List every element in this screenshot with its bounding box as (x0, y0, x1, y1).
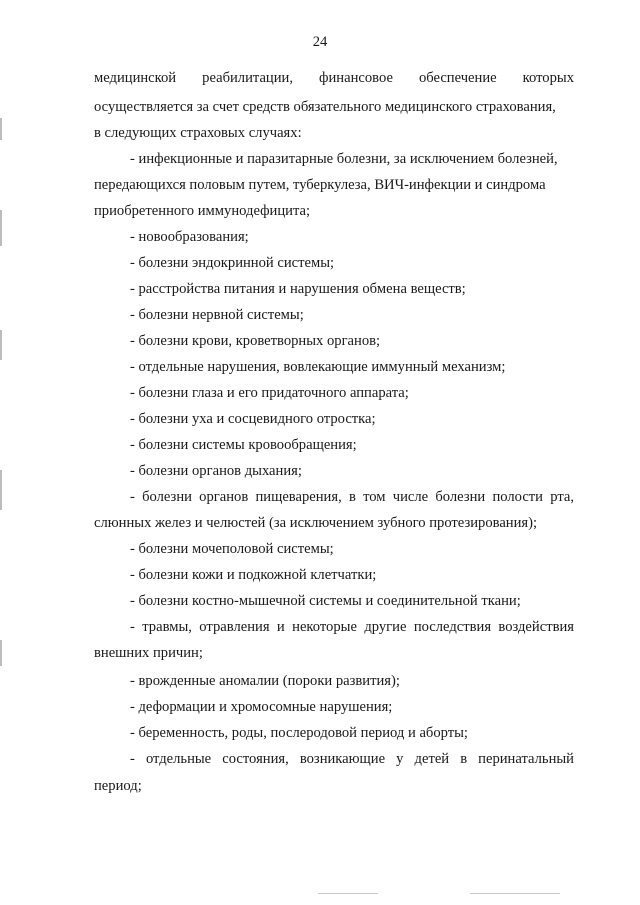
scan-edge-mark (0, 330, 2, 360)
scan-edge-mark (0, 118, 2, 140)
paragraph-line: в следующих страховых случаях: (94, 125, 302, 141)
list-item: - болезни мочеполовой системы; (130, 541, 334, 557)
list-item-line: - болезни органов пищеварения, в том числе болезни полости рта, (130, 489, 574, 505)
footer-rule (318, 893, 378, 894)
list-item-line: - инфекционные и паразитарные болезни, за исключением болезней, (130, 151, 558, 167)
list-item: - болезни кожи и подкожной клетчатки; (130, 567, 377, 583)
list-item: - болезни глаза и его придаточного аппарата; (130, 385, 409, 401)
list-item: - болезни органов дыхания; (130, 463, 302, 479)
list-item: - деформации и хромосомные нарушения; (130, 699, 393, 715)
list-item: - болезни системы кровообращения; (130, 437, 357, 453)
scan-edge-mark (0, 640, 2, 666)
list-item: - врожденные аномалии (пороки развития); (130, 673, 400, 689)
list-item: - болезни уха и сосцевидного отростка; (130, 411, 376, 427)
list-item: - болезни крови, кроветворных органов; (130, 333, 381, 349)
scan-edge-mark (0, 470, 2, 510)
list-item-line: период; (94, 778, 142, 794)
scan-edge-mark (0, 210, 2, 246)
list-item-line: передающихся половым путем, туберкулеза, ВИЧ-инфекции и синдрома (94, 177, 546, 193)
list-item: - беременность, роды, послеродовой период и аборты; (130, 725, 468, 741)
list-item: - расстройства питания и нарушения обмена веществ; (130, 281, 466, 297)
footer-rule (470, 893, 560, 894)
list-item-line: - травмы, отравления и некоторые другие последствия воздействия (130, 619, 574, 635)
paragraph-line: медицинской реабилитации, финансовое обеспечение которых (94, 70, 574, 86)
list-item: - новообразования; (130, 229, 249, 245)
page-number: 24 (312, 34, 328, 50)
list-item: - отдельные нарушения, вовлекающие иммунный механизм; (130, 359, 506, 375)
list-item: - болезни костно-мышечной системы и соединительной ткани; (130, 593, 521, 609)
list-item: - болезни нервной системы; (130, 307, 304, 323)
list-item-line: - отдельные состояния, возникающие у детей в перинатальный (130, 751, 574, 767)
list-item-line: приобретенного иммунодефицита; (94, 203, 311, 219)
list-item-line: внешних причин; (94, 645, 203, 661)
list-item: - болезни эндокринной системы; (130, 255, 335, 271)
list-item-line: слюнных желез и челюстей (за исключением зубного протезирования); (94, 515, 538, 531)
paragraph-line: осуществляется за счет средств обязательного медицинского страхования, (94, 99, 556, 115)
